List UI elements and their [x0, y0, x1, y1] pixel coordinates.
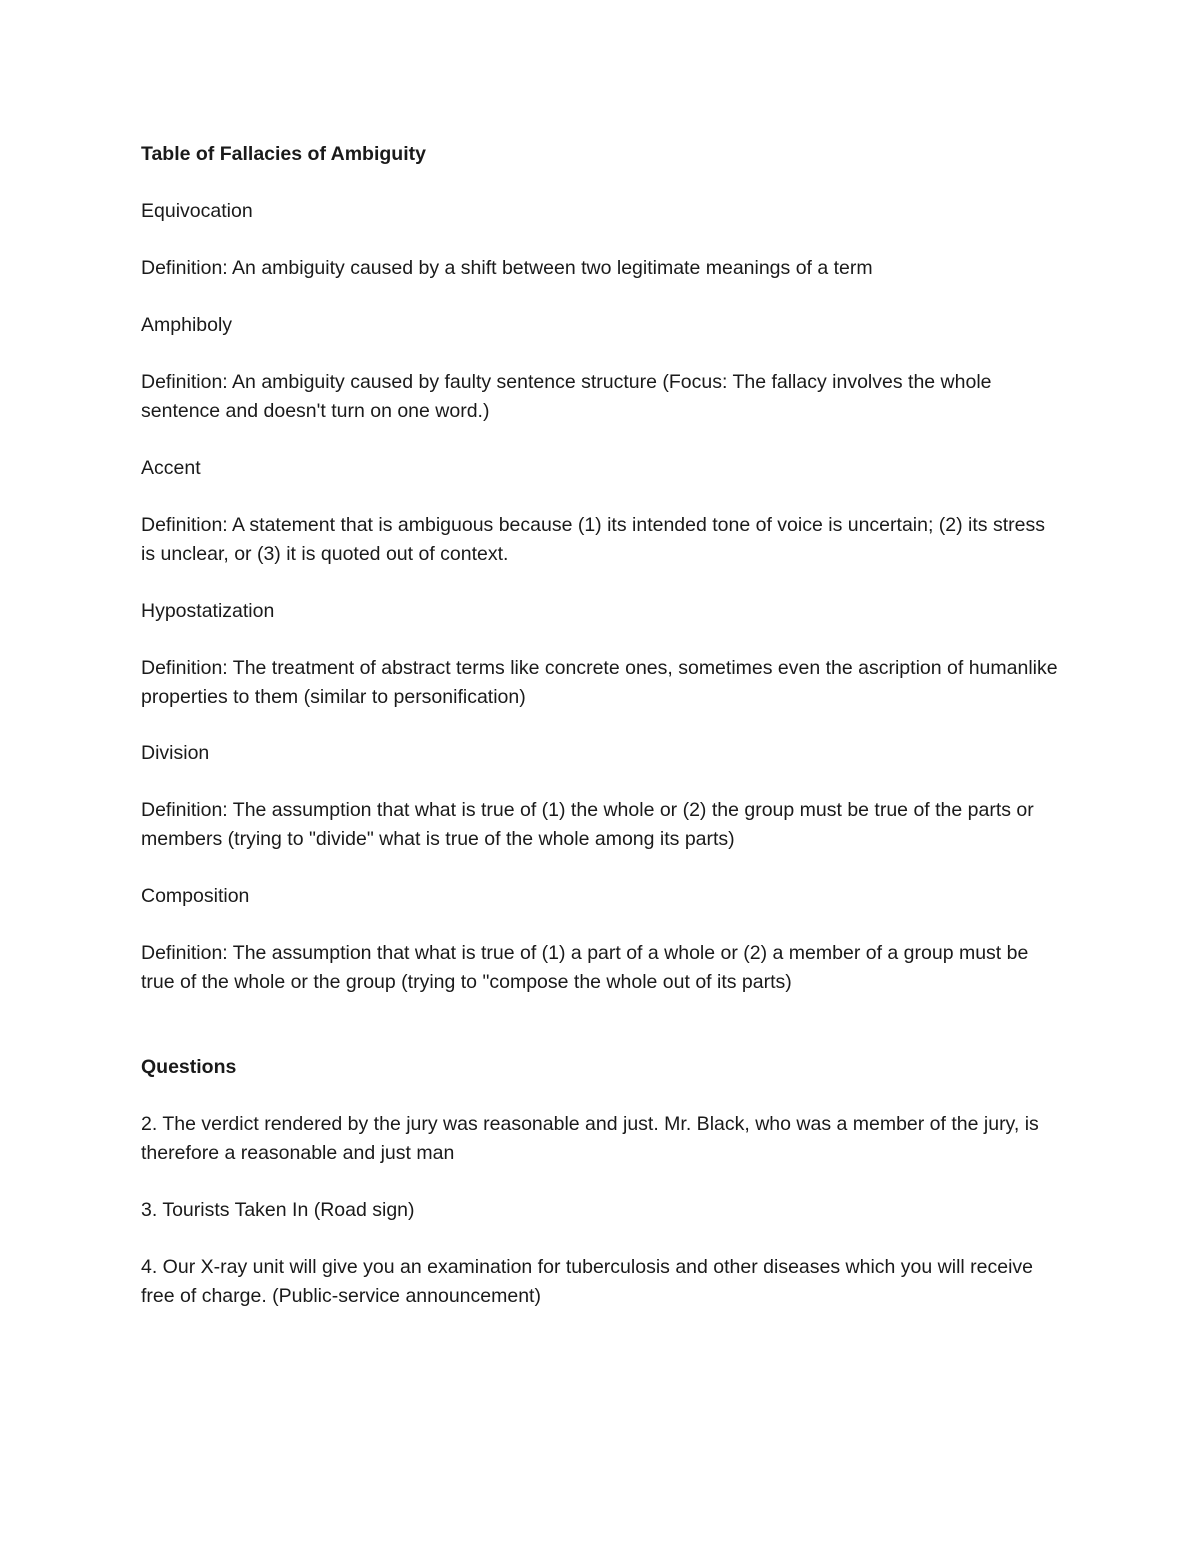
question-item: 2. The verdict rendered by the jury was reasonable and just. Mr. Black, who was a member of the jury, is therefore a reasonable and just man [141, 1113, 1039, 1164]
fallacy-name-composition: Composition [141, 885, 250, 907]
fallacy-definition-equivocation: Definition: An ambiguity caused by a shift between two legitimate meanings of a term [141, 257, 873, 279]
fallacy-definition-accent: Definition: A statement that is ambiguous because (1) its intended tone of voice is uncertain; (2) its stress is unclear, or (3) it is quoted out of context. [141, 514, 1045, 565]
questions-heading: Questions [141, 1056, 237, 1078]
fallacy-definition-amphiboly: Definition: An ambiguity caused by faulty sentence structure (Focus: The fallacy involves the whole sentence and doesn't turn on one word.) [141, 371, 992, 422]
fallacy-name-amphiboly: Amphiboly [141, 314, 233, 336]
question-item: 3. Tourists Taken In (Road sign) [141, 1199, 415, 1221]
question-item: 4. Our X-ray unit will give you an examination for tuberculosis and other diseases which you will receive free of charge. (Public-service announcement) [141, 1256, 1034, 1307]
fallacy-name-division: Division [141, 742, 210, 764]
fallacy-name-accent: Accent [141, 457, 201, 479]
fallacy-definition-composition: Definition: The assumption that what is true of (1) a part of a whole or (2) a member of a group must be true of the whole or the group (trying to "compose the whole out of its parts) [141, 942, 1029, 993]
fallacy-name-equivocation: Equivocation [141, 200, 253, 222]
fallacy-definition-hypostatization: Definition: The treatment of abstract terms like concrete ones, sometimes even the ascription of humanlike properties to them (similar to personification) [141, 657, 1058, 708]
fallacy-definition-division: Definition: The assumption that what is true of (1) the whole or (2) the group must be true of the parts or members (trying to "divide" what is true of the whole among its parts) [141, 799, 1034, 850]
fallacy-name-hypostatization: Hypostatization [141, 600, 275, 622]
document-title: Table of Fallacies of Ambiguity [141, 143, 426, 165]
